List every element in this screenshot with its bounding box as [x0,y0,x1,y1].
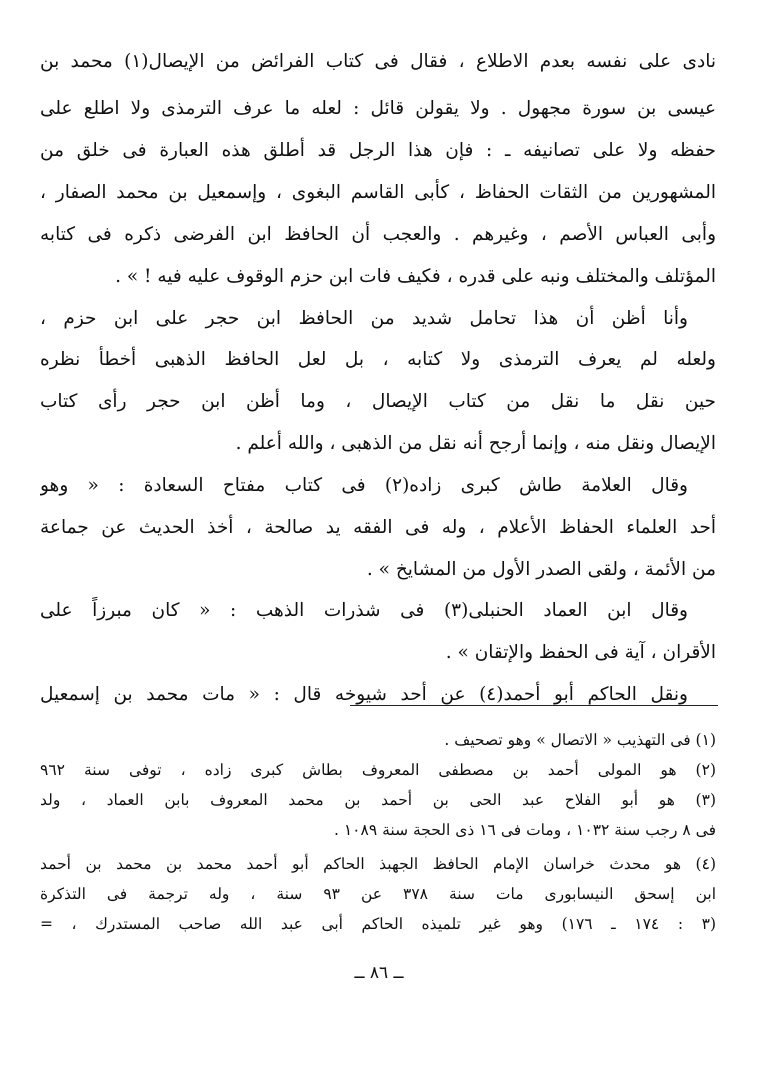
text-line-3: حفظه ولا على تصانيفه ـ : فإن هذا الرجل قد أطلق هذه العبارة فى خلق من [40,140,716,161]
text-line-13: من الأئمة ، ولقى الصدر الأول من المشايخ » . [366,559,716,580]
footnote-4: (٤) هو محدث خراسان الإمام الحافظ الجهبذ الحاكم أبو أحمد محمد بن محمد بن أحمد [40,855,716,873]
text-line-7: وأنا أظن أن هذا تحامل شديد من الحافظ ابن حجر على ابن حزم ، [40,308,688,329]
footnote-separator [350,705,718,706]
text-line-15: الأقران ، آية فى الحفظ والإتقان » . [445,642,716,663]
text-line-12: أحد العلماء الحفاظ الأعلام ، وله فى الفقه يد صالحة ، أخذ الحديث عن جماعة [40,517,716,538]
footnote-4-line-3: (٣ : ١٧٤ ـ ١٧٦) وهو غير تلميذه الحاكم أبى عبد الله صاحب المستدرك ، = [40,915,716,933]
text-line-10: الإيصال ونقل منه ، وإنما أرجح أنه نقل من الذهبى ، والله أعلم . [235,433,716,454]
text-line-8: ولعله لم يعرف الترمذى ولا كتابه ، بل لعل الحافظ الذهبى أخطأ نظره [40,349,716,370]
page-number: ــ ٨٦ ــ [354,963,404,983]
text-line-9: حين نقل ما نقل من كتاب الإيصال ، وما أظن ابن حجر رأى كتاب [40,391,716,412]
text-line-14: وقال ابن العماد الحنبلى(٣) فى شذرات الذهب : « كان مبرزاً على [40,600,688,621]
footnote-1: (١) فى التهذيب « الاتصال » وهو تصحيف . [444,731,716,749]
footnote-3-continued: فى ٨ رجب سنة ١٠٣٢ ، ومات فى ١٦ ذى الحجة سنة ١٠٨٩ . [333,821,716,839]
text-line-1: نادى على نفسه بعدم الاطلاع ، فقال فى كتاب الفرائض من الإيصال(١) محمد بن [40,51,716,72]
footnote-4-line-2: ابن إسحق النيسابورى مات سنة ٣٧٨ عن ٩٣ سنة ، وله ترجمة فى التذكرة [40,885,716,903]
text-line-6: المؤتلف والمختلف ونبه على قدره ، فكيف فات ابن حزم الوقوف عليه فيه ! » . [115,266,716,287]
text-line-5: وأبى العباس الأصم ، وغيرهم . والعجب أن الحافظ ابن الفرضى ذكره فى كتابه [40,224,716,245]
text-line-2: عيسى بن سورة مجهول . ولا يقولن قائل : لعله ما عرف الترمذى ولا اطلع على [40,98,716,119]
text-line-16: ونقل الحاكم أبو أحمد(٤) عن أحد شيوخه قال : « مات محمد بن إسمعيل [40,684,688,705]
text-line-4: المشهورين من الثقات الحفاظ ، كأبى القاسم البغوى ، وإسمعيل بن محمد الصفار ، [40,182,716,203]
text-line-11: وقال العلامة طاش كبرى زاده(٢) فى كتاب مفتاح السعادة : « وهو [40,475,688,496]
footnote-2: (٢) هو المولى أحمد بن مصطفى المعروف بطاش كبرى زاده ، توفى سنة ٩٦٢ [40,761,716,779]
footnote-3: (٣) هو أبو الفلاح عبد الحى بن أحمد بن محمد المعروف بابن العماد ، ولد [40,791,716,809]
